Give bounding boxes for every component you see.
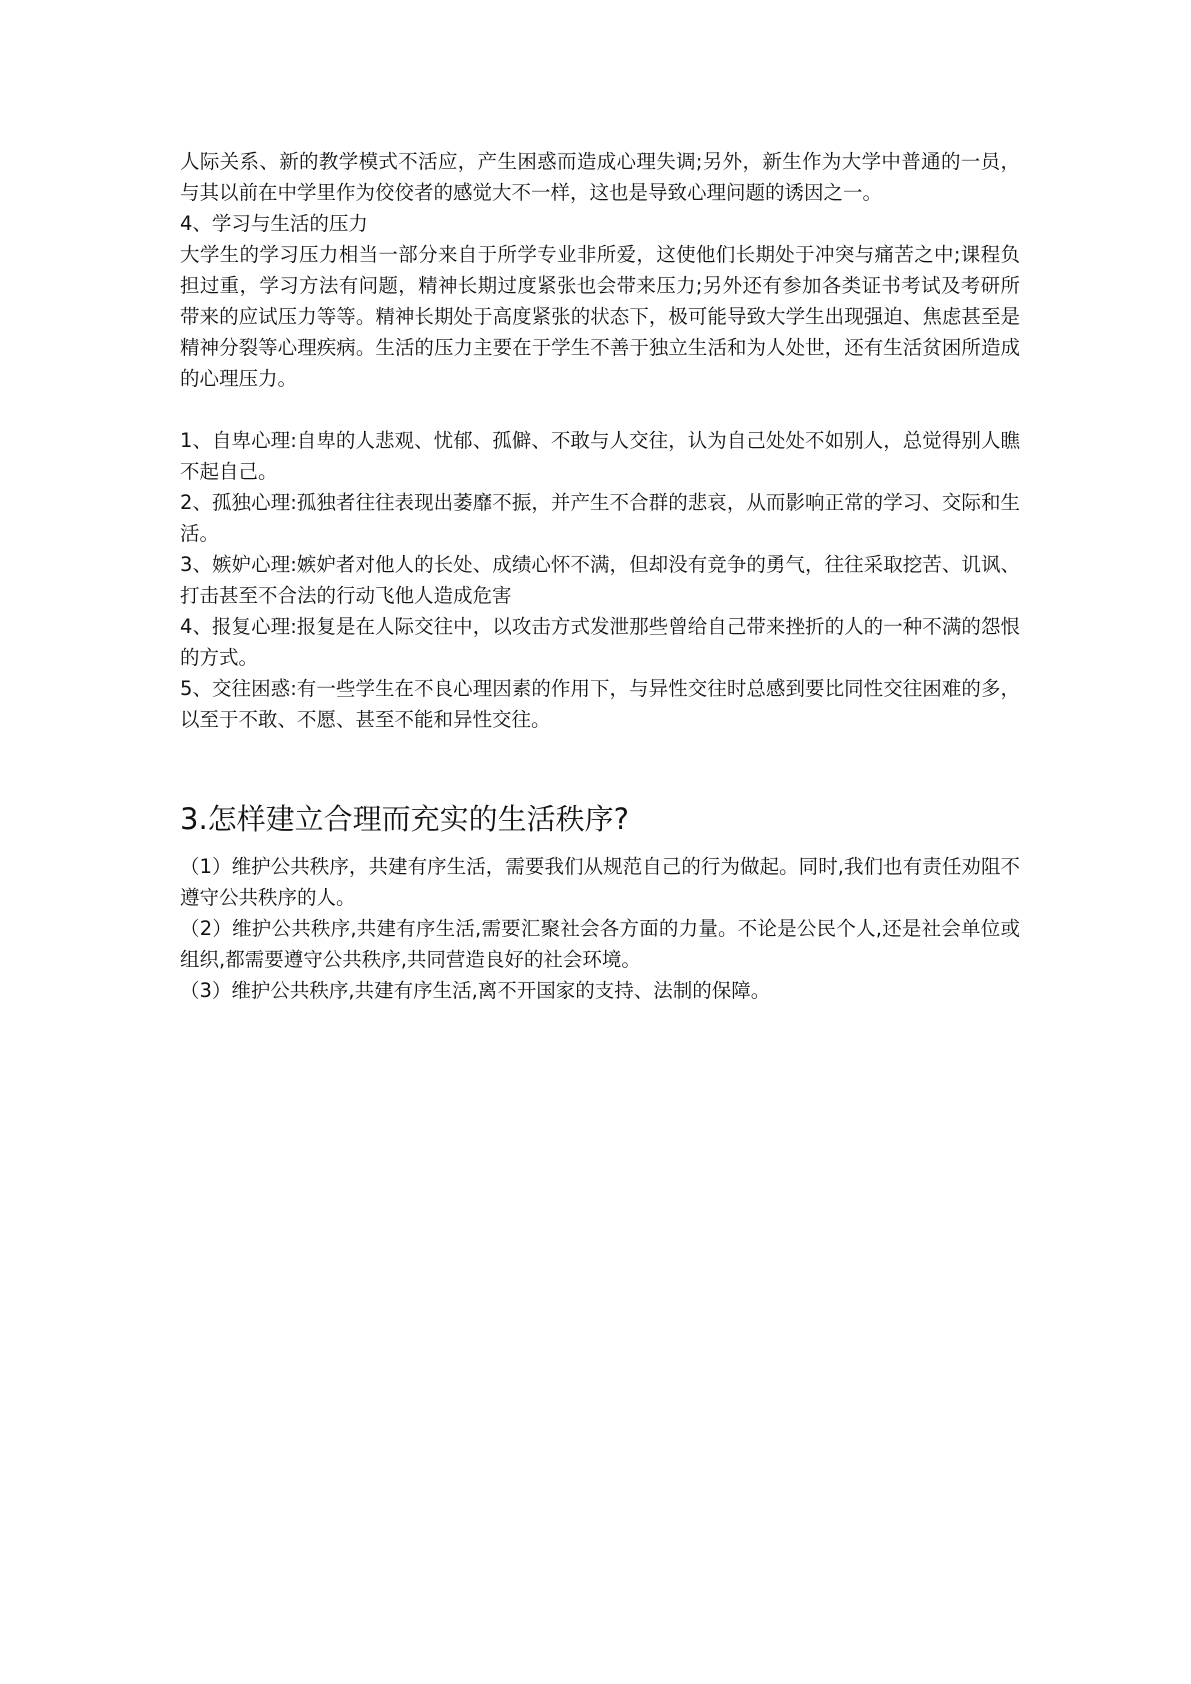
psychology-list (180, 425, 1020, 735)
list-item-loneliness: 2、孤独心理:孤独者往往表现出萎靡不振，并产生不合群的悲哀，从而影响正常的学习、交际和生活。 (180, 491, 1020, 545)
pressure-paragraph: 大学生的学习压力相当一部分来自于所学专业非所爱，这使他们长期处于冲突与痛苦之中;课程负担过重，学习方法有问题，精神长期过度紧张也会带来压力;另外还有参加各类证书考试及考研所带来的应试压力等等。精神长期处于高度紧张的状态下，极可能导致大学生出现强迫、焦虑甚至是精神分裂等心理疾病。生活的压力主要在于学生不善于独立生活和为人处世，还有生活贫困所造成的心理压力。 (180, 243, 1020, 390)
list-item-revenge: 4、报复心理:报复是在人际交往中，以攻击方式发泄那些曾给自己带来挫折的人的一种不满的怨恨的方式。 (180, 615, 1020, 669)
list-item-inferiority: 1、自卑心理:自卑的人悲观、忧郁、孤僻、不敢与人交往，认为自己处处不如别人，总觉得别人瞧不起自己。 (180, 429, 1020, 483)
order-item-1: （1）维护公共秩序，共建有序生活，需要我们从规范自己的行为做起。同时,我们也有责任劝阻不遵守公共秩序的人。 (180, 855, 1020, 909)
document-page (180, 146, 1020, 1006)
order-item-2: （2）维护公共秩序,共建有序生活,需要汇聚社会各方面的力量。不论是公民个人,还是社会单位或组织,都需要遵守公共秩序,共同营造良好的社会环境。 (180, 917, 1020, 971)
order-section (180, 799, 1020, 1006)
list-item-jealousy: 3、嫉妒心理:嫉妒者对他人的长处、成绩心怀不满，但却没有竞争的勇气，往往采取挖苦、讥讽、打击甚至不合法的行动飞他人造成危害 (180, 553, 1020, 607)
section-heading: 3.怎样建立合理而充实的生活秩序? (180, 802, 630, 836)
spacer (180, 394, 1020, 425)
intro-section (180, 146, 1020, 394)
spacer (180, 735, 1020, 799)
subheading-pressure: 4、学习与生活的压力 (180, 212, 368, 235)
list-item-social-confusion: 5、交往困惑:有一些学生在不良心理因素的作用下，与异性交往时总感到要比同性交往困难的多，以至于不敢、不愿、甚至不能和异性交往。 (180, 677, 1020, 731)
intro-paragraph: 人际关系、新的教学模式不活应，产生困惑而造成心理失调;另外，新生作为大学中普通的一员，与其以前在中学里作为佼佼者的感觉大不一样，这也是导致心理问题的诱因之一。 (180, 150, 1020, 204)
order-item-3: （3）维护公共秩序,共建有序生活,离不开国家的支持、法制的保障。 (180, 979, 771, 1002)
